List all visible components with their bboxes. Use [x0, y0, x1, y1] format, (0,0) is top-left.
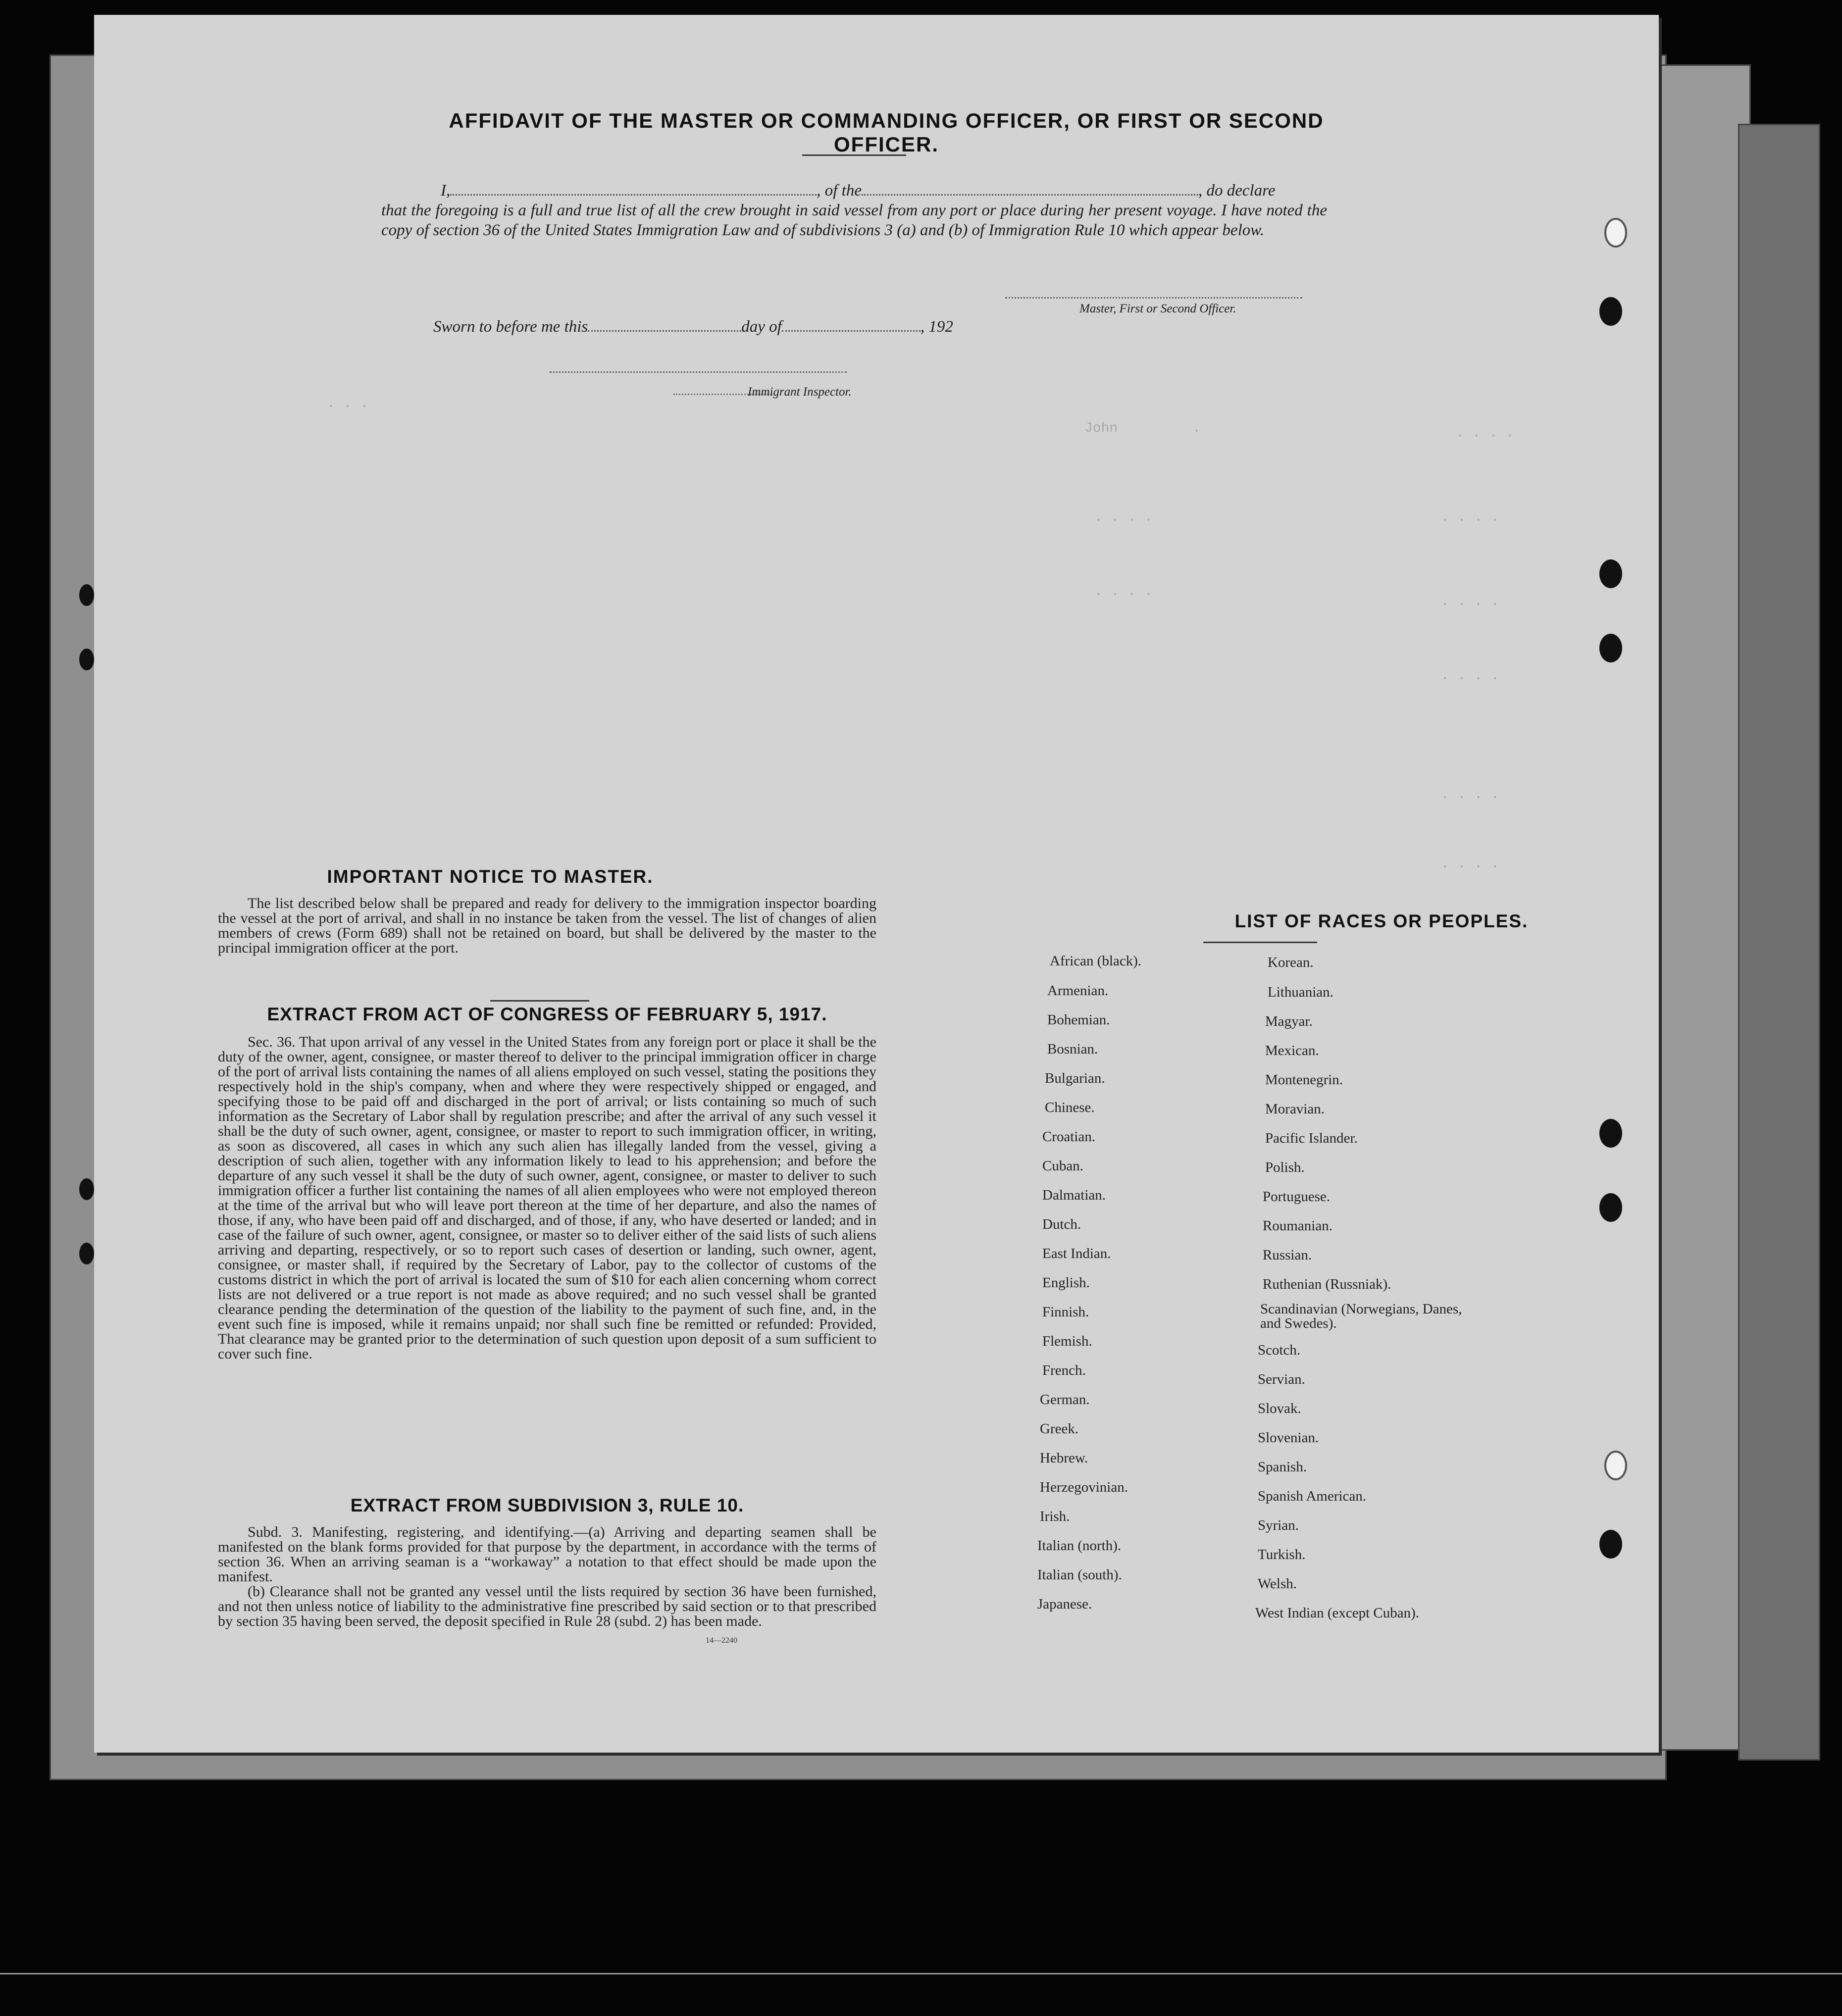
race-item: Dalmatian. — [1042, 1187, 1106, 1203]
binder-hole-icon — [1599, 1530, 1622, 1559]
races-title: LIST OF RACES OR PEOPLES. — [1234, 911, 1529, 931]
binder-hole-icon — [1604, 1451, 1627, 1480]
race-item: East Indian. — [1042, 1246, 1111, 1261]
extract-act-body: Sec. 36. That upon arrival of any vessel in the United States from any foreign port or place it shall be the duty of the owner, agent, consignee, or master thereof to deliver to the principal immigration officer in charge of the port of arrival lists containing the names of all aliens employed on such vessel, stating the positions they respectively hold in the ship's company, when and where they were respectively shipped or engaged, and specifying those to be paid off and discharged in the port of arrival; or lists containing so much of such information as the Secretary of Labor shall by regulation prescribe; and after the arrival of any such vessel it shall be the duty of such owner, agent, consignee, or master to report to such immigration officer, in writing, as soon as discovered, all cases in which any such alien has illegally landed from the vessel, giving a description of such alien, together with any information likely to lead to his apprehension; and before the departure of any such vessel it shall be the duty of such owner, agent, consignee, or master to deliver to such immigration officer a further list containing the names of all alien employees who were not employed thereon at the time of the arrival but who will leave port thereon at the time of her departure, and also the names of those, if any, who have been paid off and discharged, and of those, if any, who have deserted or landed; and in case of the failure of such owner, agent, consignee, or master so to deliver either of the said lists of such aliens arriving and departing, respectively, or so to report such cases of desertion or landing, such owner, agent, consignee, or master shall, if required by the Secretary of Labor, pay to the collector of customs of the customs district in which the port of arrival is located the sum of $10 for each alien concerning whom correct lists are not delivered or a true report is not made as above required; and no such vessel shall be granted clearance pending the determination of the question of the liability to the payment of such fine, and, in the event such fine is imposed, while it remains unpaid; nor shall such fine be remitted or refunded: Provided, That clearance may be granted prior to the determination of such question upon deposit of a sum sufficient to cover such fine. — [218, 1034, 876, 1362]
race-item: Herzegovinian. — [1040, 1479, 1128, 1495]
race-item: Flemish. — [1042, 1333, 1092, 1349]
affidavit-title-rule — [802, 154, 906, 156]
do-declare-label: , do declare — [1198, 182, 1276, 200]
race-item: Moravian. — [1265, 1101, 1325, 1117]
extract-rule-title: EXTRACT FROM SUBDIVISION 3, RULE 10. — [350, 1495, 744, 1515]
of-the-label: , of the — [817, 182, 862, 200]
race-item: Spanish. — [1258, 1459, 1307, 1475]
affidavit-body: that the foregoing is a full and true list of all the crew brought in said vessel from any port or place during her present voyage. I have noted the copy of section 36 of the United States Immigration Law and of subdivisions 3 (a) and (b) of Immigration Rule 10 which appear below. — [381, 202, 1327, 239]
race-item: Bulgarian. — [1045, 1070, 1105, 1086]
race-item: Scotch. — [1258, 1342, 1301, 1358]
race-item: English. — [1042, 1275, 1090, 1291]
race-item: Cuban. — [1042, 1158, 1083, 1174]
race-item: Irish. — [1040, 1509, 1070, 1524]
race-item: Slovak. — [1258, 1401, 1301, 1416]
notice-body: The list described below shall be prepared and ready for delivery to the immigration inspector boarding the vessel at the port of arrival, and shall in no instance be taken from the vessel. The list of changes of alien members of crews (Form 689) shall not be retained on board, but shall be delivered by the master to the principal immigration officer at the port. — [218, 895, 876, 956]
race-item: West Indian (except Cuban). — [1255, 1605, 1420, 1621]
race-item: Greek. — [1040, 1421, 1079, 1437]
race-item: Bosnian. — [1047, 1041, 1098, 1057]
back-sheet-right — [1649, 64, 1751, 1751]
race-item: Croatian. — [1042, 1129, 1096, 1145]
sworn-date-blank[interactable] — [588, 330, 741, 332]
officer-signature-label: Master, First or Second Officer. — [1079, 302, 1236, 315]
affidavit-i: I, — [441, 182, 451, 200]
race-item: Chinese. — [1045, 1100, 1095, 1115]
race-item: Finnish. — [1042, 1304, 1089, 1320]
sworn-label: Sworn to before me this — [433, 318, 588, 336]
sworn-line — [433, 317, 1136, 337]
year-label: , 192 — [920, 318, 953, 336]
extract-rule-subd-b: (b) Clearance shall not be granted any vessel until the lists required by section 36 have been furnished, and not then unless notice of liability to the administrative fine prescribed by said section or to that prescribed by section 35 having been served, the deposit specified in Rule 28 (subd. 2) has been made. — [218, 1583, 876, 1629]
race-item: Montenegrin. — [1265, 1072, 1343, 1088]
binder-hole-icon — [1599, 634, 1622, 662]
binder-hole-icon — [1599, 559, 1622, 588]
binder-hole-icon — [1599, 297, 1622, 326]
inspector-signature-label: Immigrant Inspector. — [748, 385, 852, 399]
race-item: Ruthenian (Russniak). — [1263, 1276, 1391, 1292]
binder-hole-icon — [1599, 1119, 1622, 1148]
race-item: Korean. — [1268, 955, 1314, 970]
race-item: Pacific Islander. — [1265, 1130, 1358, 1146]
race-item: African (black). — [1050, 953, 1142, 969]
race-item: Dutch. — [1042, 1216, 1081, 1232]
race-item: Lithuanian. — [1268, 984, 1333, 1000]
race-item: Russian. — [1263, 1247, 1312, 1263]
extract-act-title: EXTRACT FROM ACT OF CONGRESS OF FEBRUARY 5, 1917. — [267, 1004, 827, 1024]
affidavit-line-1 — [441, 181, 1421, 201]
race-item: Syrian. — [1258, 1517, 1299, 1533]
form-number: 14—2240 — [706, 1636, 737, 1645]
day-of-label: day of — [741, 318, 782, 336]
binder-hole-icon — [1599, 1193, 1622, 1222]
back-sheet-edge — [1738, 124, 1820, 1761]
notice-title: IMPORTANT NOTICE TO MASTER. — [327, 866, 654, 887]
race-item: Italian (south). — [1037, 1567, 1122, 1583]
race-item: Polish. — [1265, 1159, 1305, 1175]
race-item: Italian (north). — [1037, 1538, 1122, 1554]
race-item: German. — [1040, 1392, 1090, 1408]
race-item: Bohemian. — [1047, 1012, 1110, 1028]
race-item: Scandinavian (Norwegians, Danes, and Swedes). — [1260, 1301, 1462, 1331]
officer-signature-line[interactable] — [1005, 297, 1302, 299]
race-item: Servian. — [1258, 1371, 1305, 1387]
race-item: Armenian. — [1047, 983, 1109, 999]
race-item: Slovenian. — [1258, 1430, 1319, 1446]
race-item: Welsh. — [1258, 1576, 1297, 1592]
race-item: Spanish American. — [1258, 1488, 1367, 1504]
inspector-signature-line[interactable] — [550, 371, 847, 373]
edge-punch-icon — [79, 1243, 94, 1264]
race-item: Japanese. — [1037, 1596, 1092, 1612]
vessel-blank[interactable] — [862, 194, 1198, 196]
binder-hole-icon — [1604, 218, 1627, 248]
race-item: Portuguese. — [1263, 1189, 1330, 1205]
name-blank[interactable] — [450, 194, 817, 196]
race-item: Mexican. — [1265, 1043, 1319, 1058]
race-item: Roumanian. — [1263, 1218, 1332, 1234]
document-page: . . . John . . . . . . . . . . . . . . . . . . . . . . . . . . . . . . . . . AFFIDAVIT OF THE MASTER OR COMMANDING OFFICER, OR FIRST OR SECOND OFFICER. I, , of the , do declare that the foregoing is a full and true list of all the crew brought in said vessel from any port or place during her present voyage. I have noted the copy of section 36 of the United States Immigration Law and of subdivisions 3 (a) and (b) of Immigration Rule 10 which appear below. Master, First or Second Officer. Sworn to before me this day of , 192 Immigrant Inspector. IMPORTANT NOTICE TO MASTER. The list described below shall be prepared and ready for delivery to the immigration inspector boarding the vessel at the port of arrival, and shall in no instance be taken from the vessel. The list of changes of alien members of crews (Form 689) shall not be retained on board, but shall be delivered by the master to the principal immigration officer at the port. EXTRACT FROM ACT OF CONGRESS OF FEBRUARY 5, 1917. Sec. 36. That upon arrival of any vessel in the United States from any foreign port or place it shall be the duty of the owner, agent, consignee, or master thereof to deliver to the principal immigration officer in charge of the port of arrival lists containing the names of all aliens employed on such vessel, stating the positions they respectively hold in the ship's company, when and where they were respectively shipped or engaged, and specifying those to be paid off and discharged in the port of arrival; or lists containing so much of such information as the Secretary of Labor shall by regulation prescribe; and after the arrival of any such vessel it shall be the duty of such owner, agent, consignee, or master to report to such immigration officer, in writing, as soon as discovered, all cases in which any such alien has illegally landed from the vessel, giving a description of such alien, together with any information likely to lead to his apprehension; and before the departure of any such vessel it shall be the duty of such owner, agent, consignee, or master to deliver to such immigration officer a further list containing the names of all alien employees who were not employed thereon at the time of the arrival but who will leave port thereon at the time of her departure, and also the names of those, if any, who have been paid off and discharged, and of those, if any, who have deserted or landed; and in case of the failure of such owner, agent, consignee, or master so to deliver either of the said lists of such aliens arriving and departing, respectively, or so to report such cases of desertion or landing, such owner, agent, consignee, or master shall, if required by the Secretary of Labor, pay to the collector of customs of the customs district in which the port of arrival is located the sum of $10 for each alien concerning whom correct lists are not delivered or a true report is not made as above required; and no such vessel shall be granted clearance pending the determination of the question of the liability to the payment of such fine, and, in the event such fine is imposed, while it remains unpaid; nor shall such fine be remitted or refunded: Provided, That clearance may be granted prior to the determination of such question upon deposit of a sum sufficient to cover such fine. EXTRACT FROM SUBDIVISION 3, RULE 10. Subd. 3. Manifesting, registering, and identifying.—(a) Arriving and departing seamen shall be manifested on the blank forms provided for that purpose by the department, in accordance with the terms of section 36. When an arriving seaman is a “workaway” a notation to that effect should be made upon the manifest. (b) Clearance shall not be granted any vessel until the lists required by section 36 have been furnished, and not then unless notice of liability to the administrative fine prescribed by said section or to that prescribed by section 35 having been served, the deposit specified in Rule 28 (subd. 2) has been made. 14—2240 LIST OF RACES OR PEOPLES. African (black). Armenian. Bohemian. Bosnian. Bulgarian. Chinese. Croatian. Cuban. Dalmatian. Dutch. East Indian. English. Finnish. Flemish. French. German. Greek. Hebrew. Herzegovinian. Irish. Italian (north). Italian (south). Japanese. Korean. Lithuanian. Magyar. Mexican. Montenegrin. Moravian. Pacific Islander. Polish. Portuguese. Roumanian. Russian. Ruthenian (Russniak). Scandinavian (Norwegians, Danes, and Swedes). Scotch. Servian. Slovak. Slovenian. Spanish. Spanish American. Syrian. Turkish. Welsh. West Indian (except Cuban). — [94, 15, 1659, 1753]
edge-punch-icon — [79, 649, 94, 670]
edge-punch-icon — [79, 584, 94, 606]
extract-rule-subd-a: Subd. 3. Manifesting, registering, and identifying.—(a) Arriving and departing seamen shall be manifested on the blank forms provided for that purpose by the department, in accordance with the terms of section 36. When an arriving seaman is a “workaway” a notation to that effect should be made upon the manifest. — [218, 1524, 876, 1585]
notice-rule — [490, 1000, 589, 1002]
bottom-rule — [0, 1973, 1842, 1974]
race-item: French. — [1042, 1362, 1086, 1378]
sworn-month-blank[interactable] — [782, 330, 921, 332]
race-item: Hebrew. — [1040, 1450, 1088, 1466]
race-item: Magyar. — [1265, 1013, 1313, 1029]
race-item: Turkish. — [1258, 1547, 1306, 1562]
races-title-rule — [1203, 942, 1317, 943]
affidavit-title: AFFIDAVIT OF THE MASTER OR COMMANDING OFFICER, OR FIRST OR SECOND OFFICER. — [449, 109, 1324, 156]
edge-punch-icon — [79, 1178, 94, 1200]
